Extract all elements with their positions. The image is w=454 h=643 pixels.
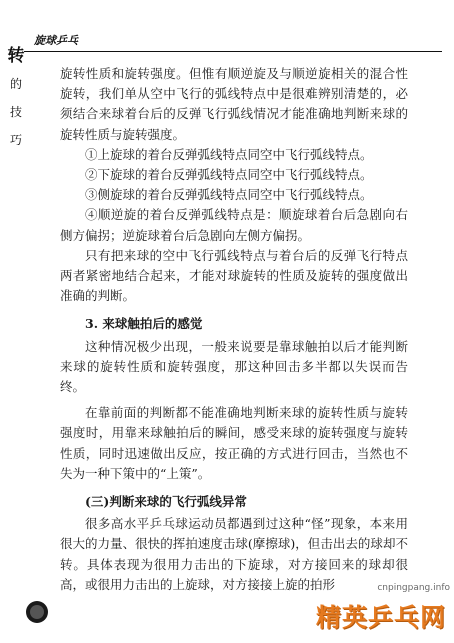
list-item: ③侧旋球的着台反弹弧线特点同空中飞行弧线特点。 [85,187,373,203]
list-item: ②下旋球的着台反弹弧线特点同空中飞行弧线特点。 [85,167,373,183]
page-body [60,64,408,595]
running-head: 旋球乒乓 [34,34,78,47]
side-char: 巧 [9,133,22,147]
section-heading: (三)判断来球的飞行弧线异常 [85,494,247,510]
side-chapter-title [6,46,26,147]
side-char: 的 [9,77,22,91]
list-item: ①上旋球的着台反弹弧线特点同空中飞行弧线特点。 [85,146,373,162]
subsection-heading: 3. 来球触拍后的感觉 [85,316,203,332]
paragraph: 只有把来球的空中飞行弧线特点与着台后的反弹飞行特点两者紧密地结合起来，才能对球旋转的性质及旋转的强度做出准确的判断。 [60,247,408,304]
watermark-logo: 精英乒乓网 [315,603,446,632]
side-char: 转 [7,46,25,66]
paragraph: 很多高水平乒乓球运动员都遇到过这种“怪”现象，本来用很大的力量、很快的挥拍速度击球(摩擦球)，但击出去的球却不转。具体表现为很用力击出的下旋球，对方接回来的球却很高，或很用力击出的上旋球，对方接接上旋的拍形 [60,516,408,592]
watermark-url: cnpingpang.info [377,583,450,593]
paragraph: 这种情况极少出现，一般来说要是靠球触拍以后才能判断来球的旋转性质和旋转强度，那这种回击多半都以失误而告终。 [60,338,408,395]
side-char: 技 [9,105,22,119]
list-item: ④顺逆旋的着台反弹弧线特点是：顺旋球着台后急剧向右侧方偏拐；逆旋球着台后急剧向左侧方偏拐。 [60,207,408,243]
paragraph-continued: 旋转性质和旋转强度。但惟有顺逆旋及与顺逆旋相关的混合性旋转，我们单从空中飞行的弧线特点中是很难辨别清楚的，必须结合来球着台后的反弹飞行弧线情况才能准确地判断来球的旋转性质与旋转强度。 [60,66,408,142]
page-number-marker [26,601,48,623]
header-rule [24,31,442,52]
paragraph: 在靠前面的判断都不能准确地判断来球的旋转性质与旋转强度时，用靠来球触拍后的瞬间，感受来球的旋转强度与旋转性质，同时迅速做出反应，按正确的方式进行回击，当然也不失为一种下策中的“上策”。 [60,405,408,481]
